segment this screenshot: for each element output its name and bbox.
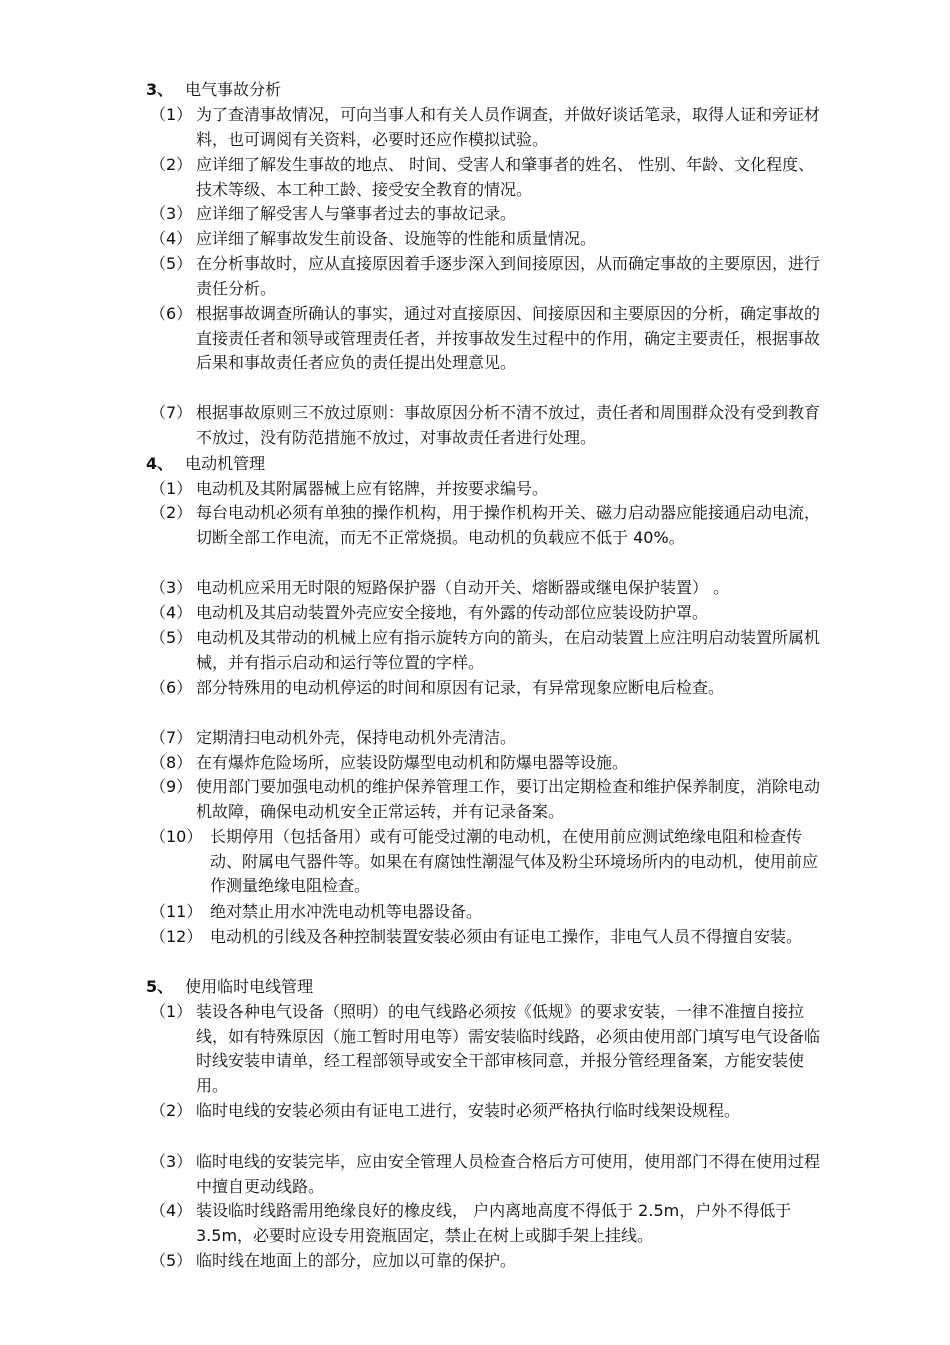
item-marker: （5） [150, 628, 193, 647]
item-text: 临时线在地面上的部分，应加以可靠的保护。 [196, 1251, 517, 1270]
list-item [150, 900, 830, 925]
item-text: 装设临时线路需用绝缘良好的橡皮线， 户内离地高度不得低于 2.5m，户外不得低于 3.5m，必要时应设专用瓷瓶固定，禁止在树上或脚手架上挂线。 [196, 1201, 792, 1245]
item-marker: （9） [150, 777, 193, 796]
item-marker: （1） [150, 105, 193, 124]
list-item [150, 501, 830, 550]
item-marker: （2） [150, 1101, 193, 1120]
section-heading [146, 78, 281, 102]
list-item [150, 477, 830, 502]
item-marker: （1） [150, 1002, 193, 1021]
list-item [150, 601, 830, 626]
section-heading [146, 975, 313, 999]
item-text: 根据事故调查所确认的事实，通过对直接原因、间接原因和主要原因的分析，确定事故的直接责任者和领导或管理责任者，并按事故发生过程中的作用，确定主要责任，根据事故后果和事故责任者应负的责任提出处理意见。 [196, 304, 821, 372]
item-marker: （6） [150, 304, 193, 323]
list-item [150, 576, 830, 601]
item-text: 绝对禁止用水冲洗电动机等电器设备。 [210, 902, 483, 921]
item-marker: （11） [150, 902, 203, 921]
section-title: 电气事故分析 [185, 80, 282, 99]
list-item [150, 103, 830, 152]
list-item [150, 401, 830, 450]
section-heading [146, 452, 265, 476]
item-text: 电动机及其启动装置外壳应安全接地，有外露的传动部位应装设防护罩。 [196, 603, 709, 622]
item-marker: （3） [150, 1152, 193, 1171]
list-item [150, 202, 830, 227]
section-title: 电动机管理 [185, 454, 266, 473]
item-marker: （2） [150, 155, 193, 174]
list-item [150, 676, 830, 701]
list-item [150, 726, 830, 751]
item-text: 定期清扫电动机外壳，保持电动机外壳清洁。 [196, 728, 517, 747]
list-item [150, 775, 830, 824]
item-text: 在分析事故时，应从直接原因着手逐步深入到间接原因，从而确定事故的主要原因，进行责任分析。 [196, 254, 821, 298]
item-text: 长期停用（包括备用）或有可能受过潮的电动机，在使用前应测试绝缘电阻和检查传动、附属电气器件等。如果在有腐蚀性潮湿气体及粉尘环境场所内的电动机，使用前应作测量绝缘电阻检查。 [210, 827, 819, 895]
list-item [150, 825, 830, 899]
section-number: 5、 [146, 977, 174, 996]
item-marker: （5） [150, 1251, 193, 1270]
list-item [150, 1199, 830, 1248]
section-number: 3、 [146, 80, 174, 99]
list-item [150, 1249, 830, 1274]
item-marker: （6） [150, 678, 193, 697]
item-marker: （3） [150, 578, 193, 597]
item-text: 在有爆炸危险场所，应装设防爆型电动机和防爆电器等设施。 [196, 753, 629, 772]
item-text: 装设各种电气设备（照明）的电气线路必须按《低规》的要求安装，一律不准擅自接拉线，如有特殊原因（施工暂时用电等）需安装临时线路，必须由使用部门填写电气设备临时线安装申请单，经工程部领导或安全干部审核同意，并报分管经理备案，方能安装使用。 [196, 1002, 821, 1095]
item-marker: （12） [150, 927, 203, 946]
list-item [150, 1150, 830, 1199]
item-text: 应详细了解发生事故的地点、 时间、受害人和肇事者的姓名、 性别、年龄、文化程度、技术等级、本工种工龄、接受安全教育的情况。 [196, 155, 815, 199]
item-text: 电动机及其带动的机械上应有指示旋转方向的箭头，在启动装置上应注明启动装置所属机械，并有指示启动和运行等位置的字样。 [196, 628, 821, 672]
list-item [150, 1000, 830, 1098]
item-text: 每台电动机必须有单独的操作机构，用于操作机构开关、磁力启动器应能接通启动电流，切断全部工作电流，而无不正常烧损。电动机的负载应不低于 40%。 [196, 503, 821, 547]
list-item [150, 227, 830, 252]
item-text: 部分特殊用的电动机停运的时间和原因有记录，有异常现象应断电后检查。 [196, 678, 725, 697]
list-item [150, 626, 830, 675]
item-marker: （3） [150, 204, 193, 223]
item-marker: （7） [150, 403, 193, 422]
item-marker: （4） [150, 229, 193, 248]
item-text: 电动机的引线及各种控制装置安装必须由有证电工操作，非电气人员不得擅自安装。 [210, 927, 803, 946]
item-marker: （4） [150, 603, 193, 622]
item-marker: （8） [150, 753, 193, 772]
item-text: 电动机应采用无时限的短路保护器（自动开关、熔断器或继电保护装置） 。 [196, 578, 730, 597]
section-number: 4、 [146, 454, 174, 473]
item-marker: （2） [150, 503, 193, 522]
list-item [150, 302, 830, 376]
item-marker: （7） [150, 728, 193, 747]
item-marker: （5） [150, 254, 193, 273]
list-item [150, 153, 830, 202]
item-text: 临时电线的安装必须由有证电工进行，安装时必须严格执行临时线架设规程。 [196, 1101, 741, 1120]
section-title: 使用临时电线管理 [185, 977, 314, 996]
item-marker: （1） [150, 479, 193, 498]
list-item [150, 1099, 830, 1124]
item-text: 为了查清事故情况，可向当事人和有关人员作调查，并做好谈话笔录，取得人证和旁证材料，也可调阅有关资料，必要时还应作模拟试验。 [196, 105, 821, 149]
list-item [150, 925, 830, 950]
list-item [150, 751, 830, 776]
item-text: 根据事故原则三不放过原则：事故原因分析不清不放过，责任者和周围群众没有受到教育不放过，没有防范措施不放过，对事故责任者进行处理。 [196, 403, 821, 447]
item-text: 应详细了解受害人与肇事者过去的事故记录。 [196, 204, 517, 223]
item-text: 应详细了解事故发生前设备、设施等的性能和质量情况。 [196, 229, 597, 248]
item-text: 使用部门要加强电动机的维护保养管理工作，要订出定期检查和维护保养制度，消除电动机故障，确保电动机安全正常运转，并有记录备案。 [196, 777, 821, 821]
list-item [150, 252, 830, 301]
item-marker: （4） [150, 1201, 193, 1220]
item-text: 电动机及其附属器械上应有铭牌，并按要求编号。 [196, 479, 549, 498]
item-text: 临时电线的安装完毕，应由安全管理人员检查合格后方可使用，使用部门不得在使用过程中擅自更动线路。 [196, 1152, 821, 1196]
item-marker: （10） [150, 827, 203, 846]
